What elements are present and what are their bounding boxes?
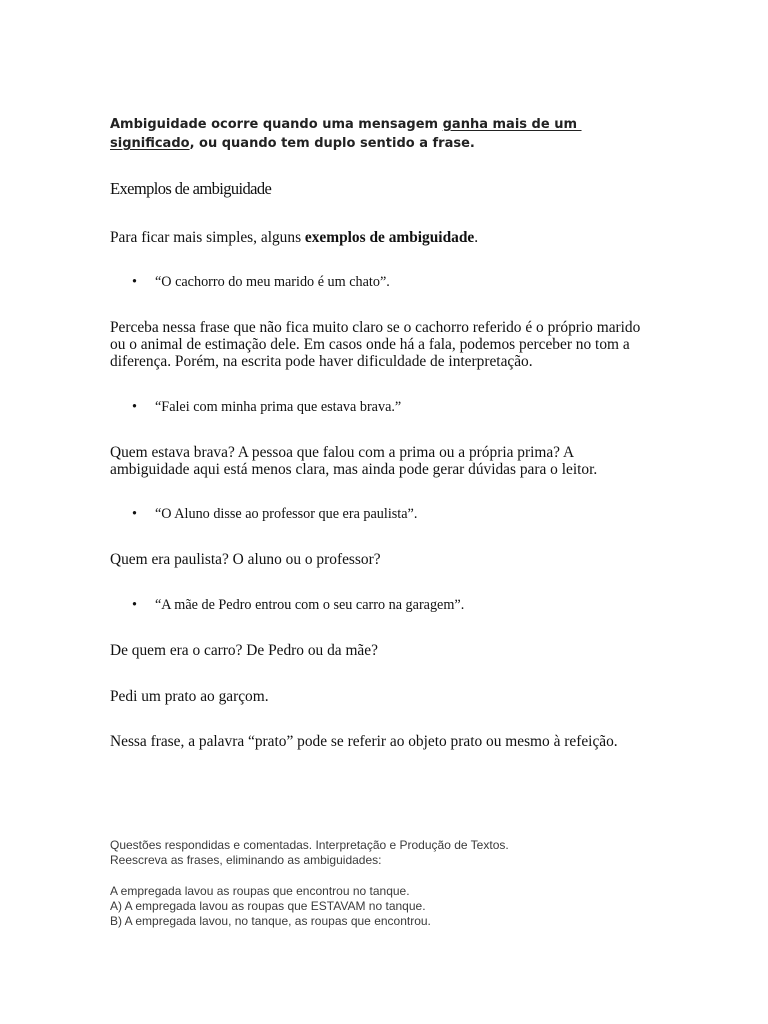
exercise-sentence: A empregada lavou as roupas que encontrou no tanque. [110,883,410,898]
paragraph-line: diferença. Porém, na escrita pode haver dificuldade de interpretação. [110,352,533,370]
bullet-marker: • [132,597,137,613]
paragraph-line: Quem era paulista? O aluno ou o professor? [110,550,381,568]
example-quote: “A mãe de Pedro entrou com o seu carro na garagem”. [155,597,465,613]
exercise-answer-b: B) A empregada lavou, no tanque, as roupas que encontrou. [110,913,431,928]
explanation-paragraph [110,551,381,568]
example-quote: “Falei com minha prima que estava brava.” [155,399,402,415]
list-item [0,274,700,291]
lead-end: . [474,228,479,246]
example-quote: “O cachorro do meu marido é um chato”. [155,274,390,290]
section-heading: Exemplos de ambiguidade [110,178,272,198]
list-item [0,506,700,523]
underlined-phrase: ganha mais de um [442,116,582,132]
bullet-marker: • [132,274,137,290]
explanation-paragraph [110,319,640,370]
definition-paragraph [110,115,582,153]
note-line: Questões respondidas e comentadas. Interpretação e Produção de Textos. [110,838,509,852]
exercise-block [110,884,431,930]
list-item [0,399,700,416]
note-line: Reescreva as frases, eliminando as ambiguidades: [110,853,382,868]
paragraph-line: Quem estava brava? A pessoa que falou com a prima ou a própria prima? A [110,443,575,461]
exercise-answer-a: A) A empregada lavou as roupas que ESTAVAM no tanque. [110,898,426,913]
example-sentence: Pedi um prato ao garçom. [110,687,269,705]
paragraph-line: ambiguidade aqui está menos clara, mas ainda pode gerar dúvidas para o leitor. [110,460,598,478]
bullet-marker: • [132,399,137,415]
exercise-intro [110,838,509,868]
lead-sentence [110,229,478,246]
definition-line-1 [110,115,582,134]
definition-line-2 [110,134,582,153]
explanation-paragraph [110,642,378,659]
lead-text: Para ficar mais simples, alguns [110,228,305,246]
explanation-paragraph [110,444,597,478]
list-item [0,597,700,614]
underlined-word: significado [110,135,190,151]
paragraph-line: De quem era o carro? De Pedro ou da mãe? [110,641,378,659]
explanation-paragraph: Nessa frase, a palavra “prato” pode se referir ao objeto prato ou mesmo à refeição. [110,732,618,750]
bullet-marker: • [132,506,137,522]
definition-text-end: , ou quando tem duplo sentido a frase. [189,135,475,151]
paragraph-line: ou o animal de estimação dele. Em casos onde há a fala, podemos perceber no tom a [110,335,630,353]
lead-bold-text: exemplos de ambiguidade [304,228,475,246]
definition-text: Ambiguidade ocorre quando uma mensagem [110,116,443,132]
example-quote: “O Aluno disse ao professor que era paulista”. [155,506,418,522]
paragraph-line: Perceba nessa frase que não fica muito claro se o cachorro referido é o próprio marido [110,318,641,336]
